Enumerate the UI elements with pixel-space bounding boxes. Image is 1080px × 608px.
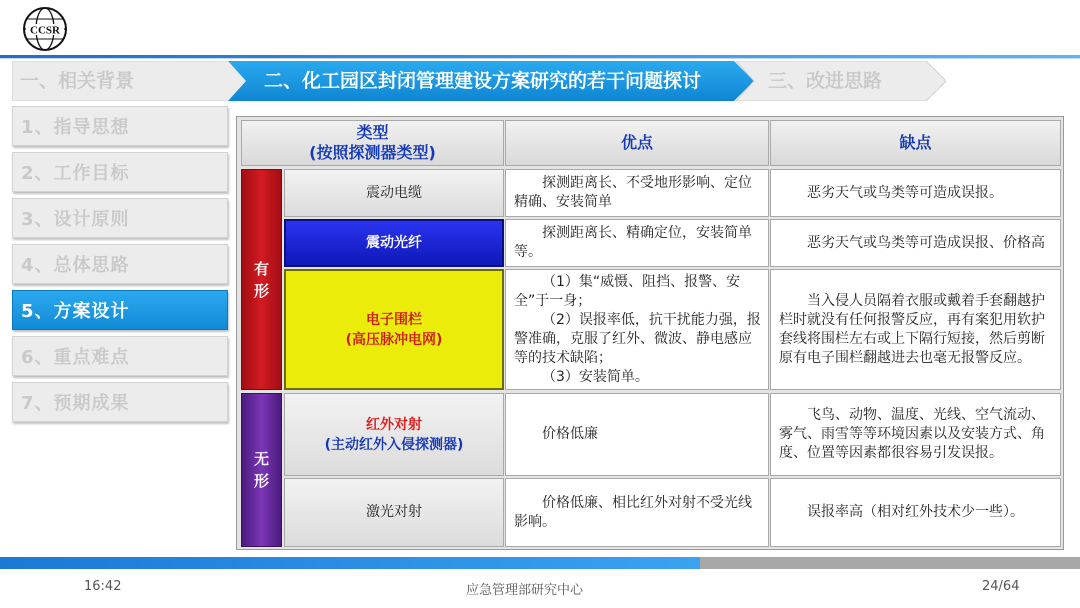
column-header-pros: 优点	[505, 120, 769, 166]
footer-organization: 应急管理部研究中心	[466, 583, 584, 598]
header-rule-thin	[0, 58, 1080, 59]
electric-fence-pros-item-3: （3）安装简单。	[542, 368, 649, 385]
electric-fence-subname: (高压脉冲电网)	[345, 331, 443, 348]
electric-fence-pros-item-1: （1）集“威慑、阻挡、报警、安全”于一身；	[514, 273, 741, 309]
sidebar-item-design-principles[interactable]	[12, 198, 228, 238]
table-row-laser-type: 激光对射	[284, 478, 504, 547]
table-row-electric-fence-cons: 当入侵人员隔着衣服或戴着手套翻越护栏时就没有任何报警反应，再有案犯用软护套线将围栏左右或上下隔行短接，然后剪断原有电子围栏翻越进去也毫无报警反应。	[770, 269, 1061, 390]
sidebar-item-label: 4、总体思路	[21, 255, 130, 276]
infrared-name: 红外对射	[366, 416, 422, 433]
group-label-tangible-char2: 形	[253, 281, 269, 300]
footer-bar-blue	[0, 557, 700, 569]
table-row-infrared-cons: 飞鸟、动物、温度、光线、空气流动、雾气、雨雪等等环境因素以及安装方式、角度、位置等因素都很容易引发误报。	[770, 393, 1061, 476]
nav-step-current[interactable]	[228, 61, 754, 101]
nav-step-next-label: 三、改进思路	[768, 70, 883, 92]
svg-text:CCSR: CCSR	[30, 24, 60, 37]
table-row-infrared-pros: 价格低廉	[505, 393, 769, 476]
group-label-intangible-char1: 无	[253, 450, 269, 468]
sidebar-item-label: 7、预期成果	[21, 393, 130, 414]
nav-step-next[interactable]	[736, 61, 946, 101]
group-label-tangible-char1: 有	[253, 259, 269, 278]
table-row-vibration-cable-pros: 探测距离长、不受地形影响、定位精确、安装简单	[505, 169, 769, 217]
sidebar-item-key-difficulties[interactable]	[12, 336, 228, 376]
nav-step-current-label: 二、化工园区封闭管理建设方案研究的若干问题探讨	[264, 70, 702, 92]
footer-bar-grey	[700, 557, 1080, 569]
table-row-laser-cons: 误报率高（相对红外技术少一些）。	[770, 478, 1061, 547]
table-row-vibration-fiber-cons: 恶劣天气或鸟类等可造成误报、价格高	[770, 219, 1061, 267]
column-header-cons: 缺点	[770, 120, 1061, 166]
sidebar-item-label: 6、重点难点	[21, 347, 130, 368]
table-row-vibration-cable-type: 震动电缆	[284, 169, 504, 217]
column-header-type-title: 类型	[356, 123, 389, 142]
electric-fence-name: 电子围栏	[366, 311, 422, 328]
sidebar-item-label: 2、工作目标	[21, 163, 130, 184]
infrared-subname: (主动红外入侵探测器)	[324, 436, 464, 453]
group-label-tangible	[241, 169, 282, 390]
table-row-electric-fence-type	[284, 269, 504, 390]
sidebar-item-overall-approach[interactable]	[12, 244, 228, 284]
sidebar-item-label: 5、方案设计	[21, 301, 130, 322]
sidebar-item-guiding-ideology[interactable]	[12, 106, 228, 146]
group-label-intangible-char2: 形	[253, 472, 269, 490]
sidebar-item-label: 1、指导思想	[21, 117, 130, 138]
sidebar-item-scheme-design[interactable]	[12, 290, 228, 330]
group-label-intangible	[241, 393, 282, 547]
table-row-laser-pros: 价格低廉、相比红外对射不受光线影响。	[505, 478, 769, 547]
sidebar-item-work-goals[interactable]	[12, 152, 228, 192]
column-header-type	[241, 120, 504, 166]
table-row-electric-fence-pros	[505, 269, 769, 390]
footer-page-number: 24/64	[982, 579, 1020, 594]
electric-fence-pros-item-2: （2）误报率低，抗干扰能力强，报警准确，克服了红外、微波、静电感应等的技术缺陷；	[514, 311, 761, 366]
sidebar-item-expected-results[interactable]	[12, 382, 228, 422]
nav-step-prev-label: 一、相关背景	[20, 70, 135, 92]
table-row-vibration-fiber-type: 震动光纤	[284, 219, 504, 267]
table-row-infrared-type	[284, 393, 504, 476]
footer-time: 16:42	[84, 579, 122, 594]
detector-comparison-table	[236, 116, 1064, 550]
nav-step-prev[interactable]	[12, 61, 248, 101]
sidebar-item-label: 3、设计原则	[21, 209, 130, 230]
ccsr-logo	[22, 6, 68, 52]
table-row-vibration-cable-cons: 恶劣天气或鸟类等可造成误报。	[770, 169, 1061, 217]
table-row-vibration-fiber-pros: 探测距离长、精确定位，安装简单等。	[505, 219, 769, 267]
column-header-type-subtitle: (按照探测器类型)	[309, 143, 436, 162]
